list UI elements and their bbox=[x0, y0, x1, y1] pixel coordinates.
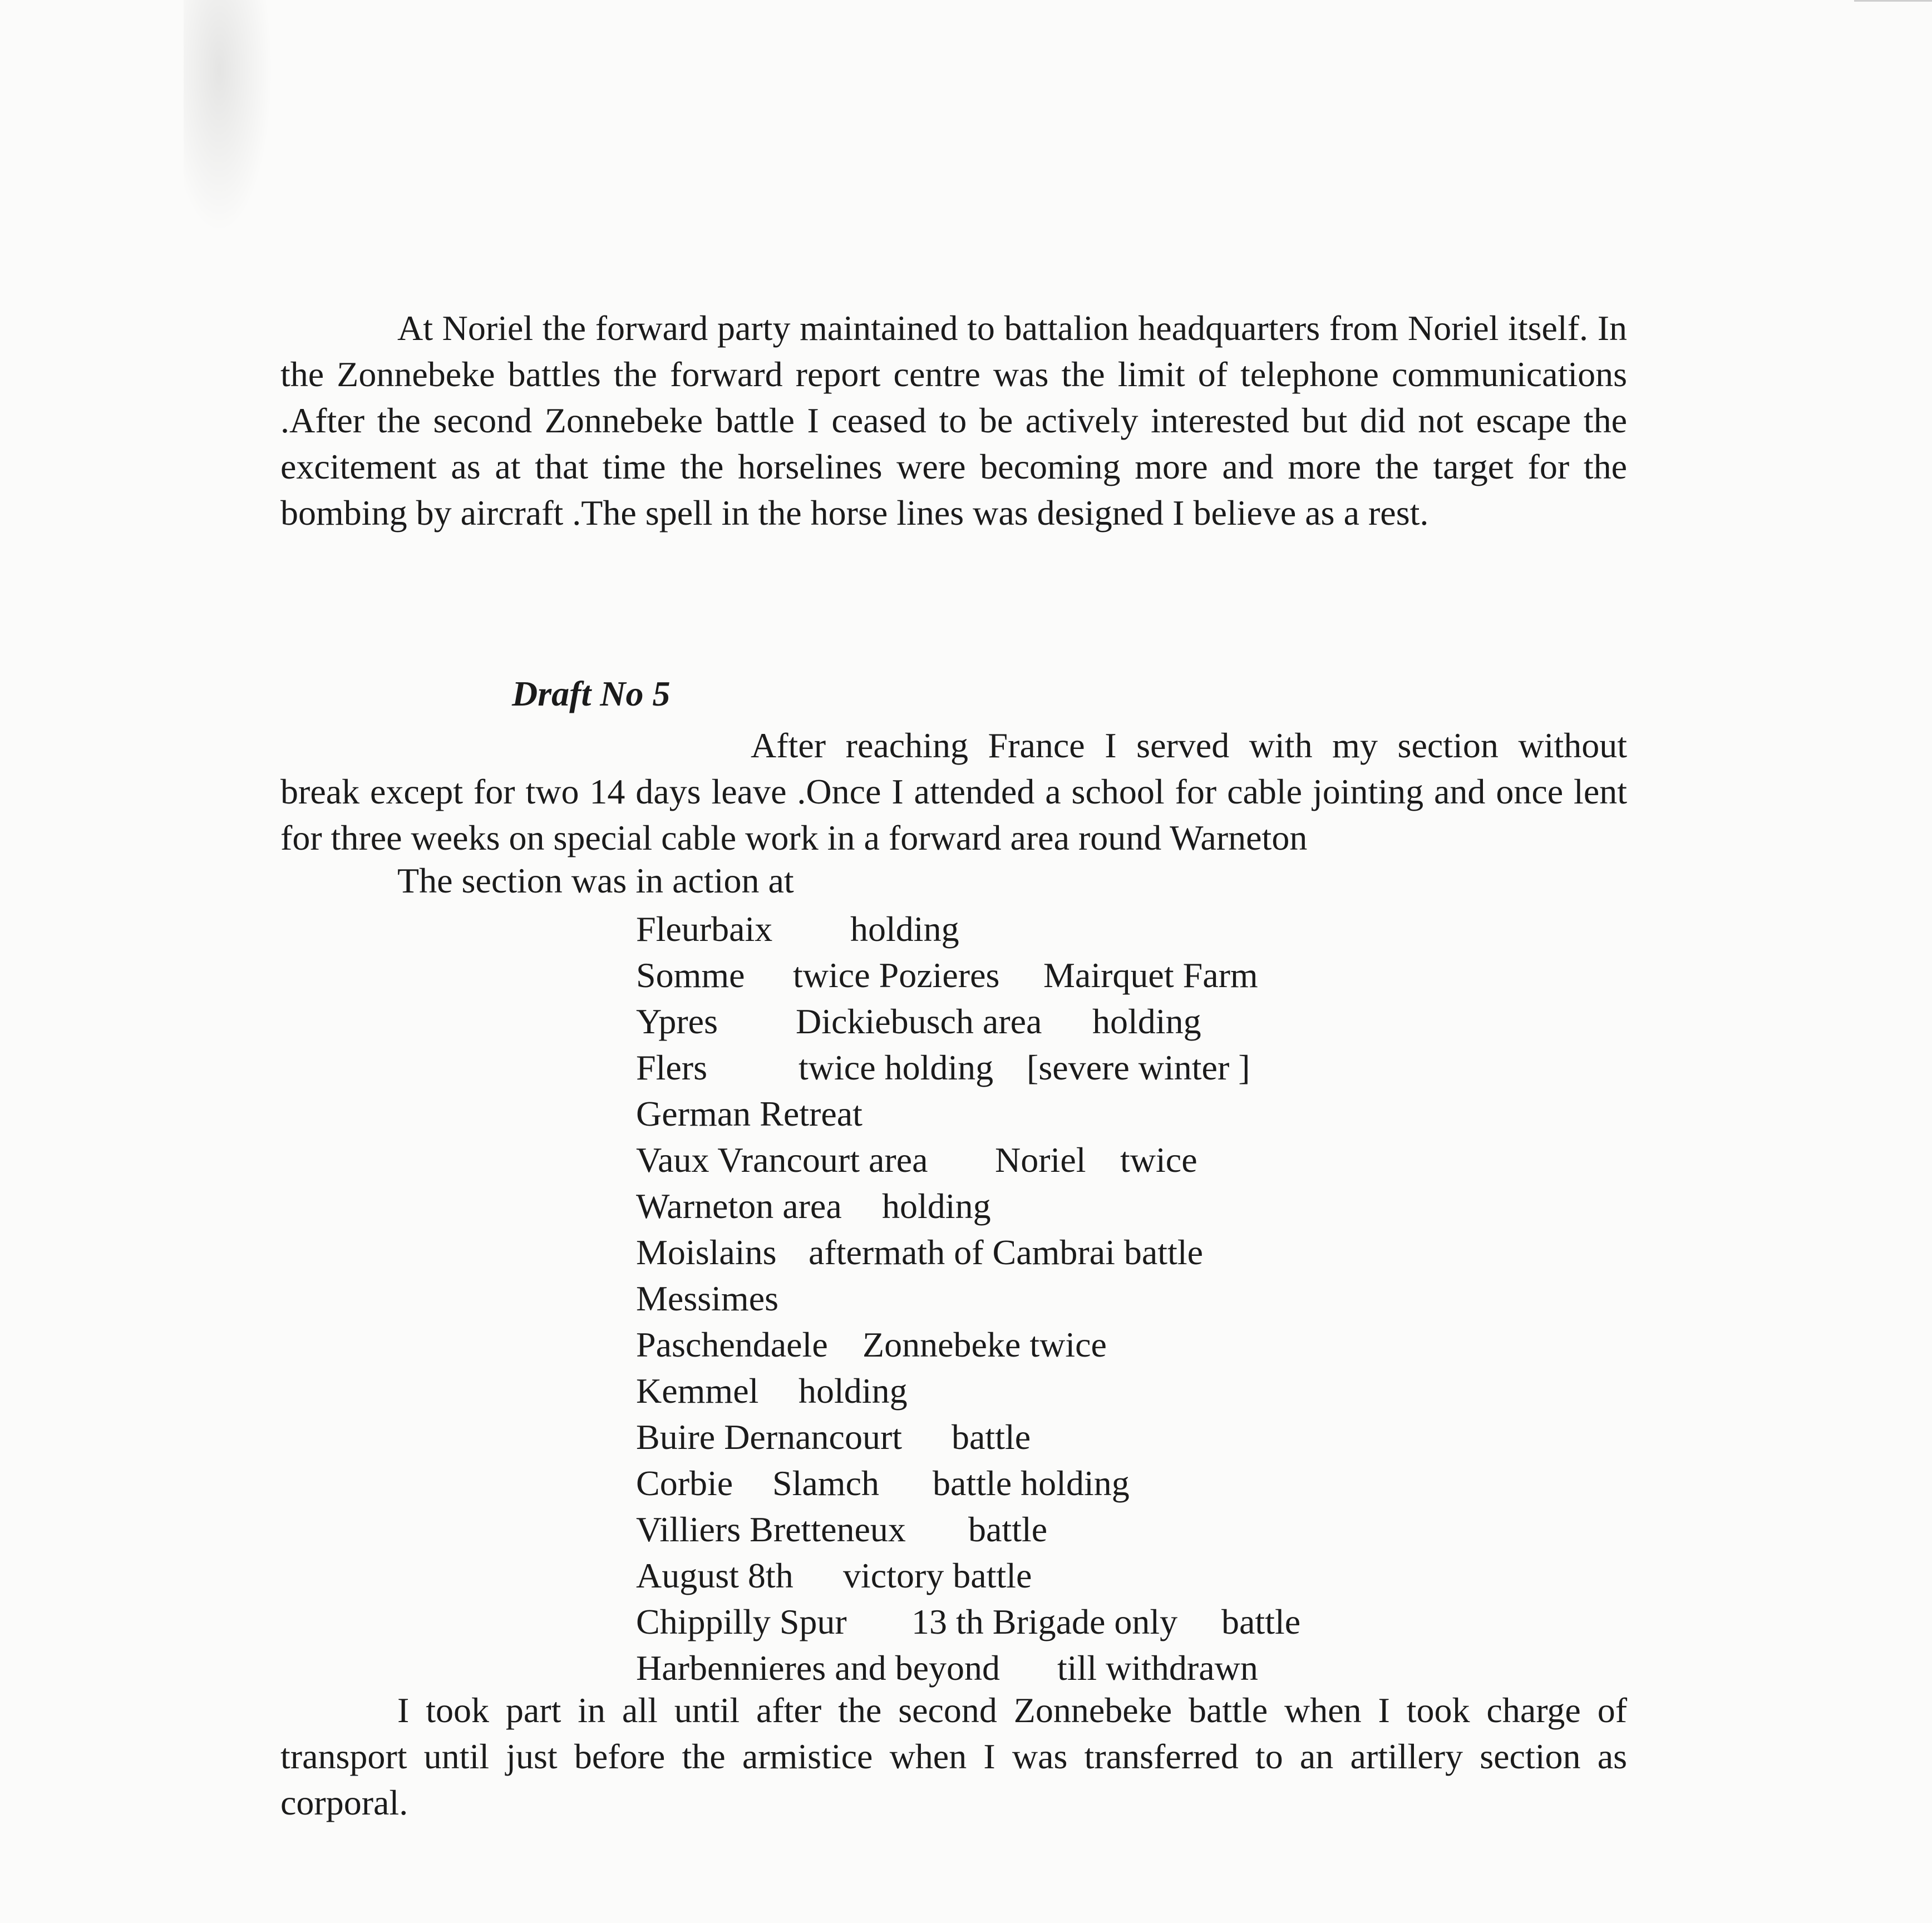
entry-note2: Mairquet Farm bbox=[1043, 955, 1258, 995]
scan-shadow bbox=[184, 0, 273, 234]
entry-place: Vaux Vrancourt area bbox=[636, 1140, 928, 1180]
entry-place: Ypres bbox=[636, 1002, 718, 1041]
entry-note2: battle bbox=[1221, 1602, 1301, 1641]
entry-place: Fleurbaix bbox=[636, 909, 773, 949]
entry-note: aftermath of Cambrai battle bbox=[809, 1232, 1204, 1272]
entry-place: Corbie bbox=[636, 1463, 733, 1503]
entry-note: holding bbox=[850, 909, 959, 949]
entry-note: battle bbox=[952, 1417, 1031, 1457]
entry-note: Noriel bbox=[995, 1140, 1086, 1180]
entry-note: Dickiebusch area bbox=[796, 1002, 1042, 1041]
entry-place: Messimes bbox=[636, 1279, 778, 1318]
entry-place: Buire Dernancourt bbox=[636, 1417, 903, 1457]
section-action-intro: The section was in action at bbox=[397, 861, 794, 900]
entry-place: Somme bbox=[636, 955, 745, 995]
entry-note: victory battle bbox=[843, 1556, 1032, 1595]
entry-note: till withdrawn bbox=[1057, 1648, 1258, 1688]
entry-place: Moislains bbox=[636, 1232, 777, 1272]
entry-place: Warneton area bbox=[636, 1186, 842, 1226]
entry-note2: [severe winter ] bbox=[1027, 1048, 1250, 1087]
entry-place: Kemmel bbox=[636, 1371, 759, 1411]
entry-note: holding bbox=[882, 1186, 991, 1226]
entry-note: twice Pozieres bbox=[793, 955, 1000, 995]
entry-note2: twice bbox=[1120, 1140, 1197, 1180]
paragraph-conclusion: I took part in all until after the second Zonnebeke battle when I took charge of transport until just before the armistice when I was transferred to an artillery section as corporal. bbox=[280, 1690, 1627, 1822]
entry-place: Chippilly Spur bbox=[636, 1602, 847, 1641]
draft-heading: Draft No 5 bbox=[512, 674, 671, 713]
entry-note2: holding bbox=[1092, 1002, 1201, 1041]
paragraph-draft-intro: After reaching France I served with my section without break except for two 14 days leave .Once I attended a school for cable jointing and once lent for three weeks on special cable work in a forward area round Warneton bbox=[280, 726, 1627, 857]
entry-place: August 8th bbox=[636, 1556, 793, 1595]
entry-note: battle bbox=[968, 1510, 1048, 1549]
entry-note: Slamch bbox=[772, 1463, 879, 1503]
entry-note: twice holding bbox=[799, 1048, 994, 1087]
entry-note: holding bbox=[799, 1371, 908, 1411]
page-edge-line bbox=[1854, 0, 1932, 2]
entry-place: Paschendaele bbox=[636, 1325, 828, 1364]
entry-place: Harbennieres and beyond bbox=[636, 1648, 1000, 1688]
entry-note: 13 th Brigade only bbox=[911, 1602, 1178, 1641]
entry-place: Villiers Bretteneux bbox=[636, 1510, 906, 1549]
paragraph-noriel: At Noriel the forward party maintained to battalion headquarters from Noriel itself. In the Zonnebeke battles the forward report centre was the limit of telephone communications .After the second Zonnebeke battle I ceased to be actively interested but did not escape the excitement as at that time the horselines were becoming more and more the target for the bombing by aircraft .The spell in the horse lines was designed I believe as a rest. bbox=[280, 308, 1627, 532]
entry-place: German Retreat bbox=[636, 1094, 862, 1133]
entry-note: Zonnebeke twice bbox=[862, 1325, 1107, 1364]
entry-note2: battle holding bbox=[933, 1463, 1130, 1503]
entry-place: Flers bbox=[636, 1048, 707, 1087]
